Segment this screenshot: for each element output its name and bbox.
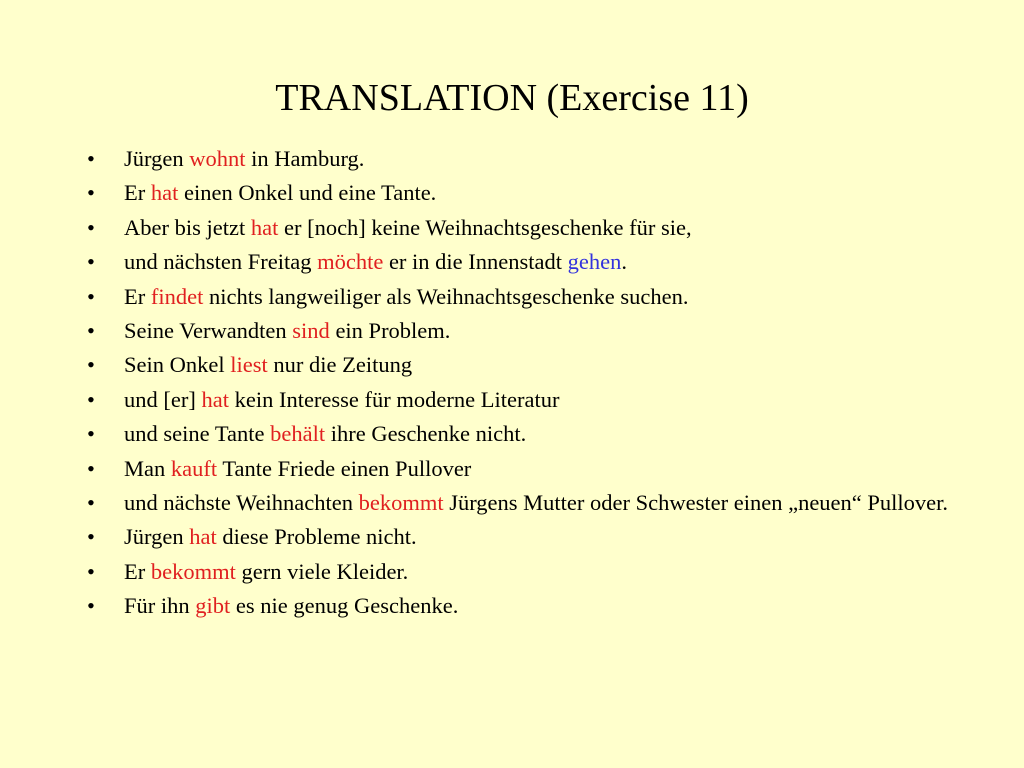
sentence-text: gern viele Kleider.: [235, 558, 409, 584]
sentence-text: und seine Tante: [124, 421, 271, 447]
sentence-text: einen Onkel und eine Tante.: [178, 180, 437, 206]
verb-highlight: liest: [230, 352, 268, 378]
verb-highlight: hat: [150, 180, 179, 206]
verb-highlight: findet: [150, 283, 204, 309]
bullet-dot-icon: •: [87, 524, 95, 550]
sentence-text: in Hamburg.: [245, 146, 365, 171]
verb-highlight: sind: [292, 317, 330, 343]
bullet-item: [84, 421, 964, 446]
bullet-dot-icon: •: [87, 180, 95, 206]
bullet-dot-icon: •: [87, 455, 95, 481]
sentence-text: Jürgens Mutter oder Schwester einen „neuen“ Pullover.: [443, 489, 949, 515]
sentence-text: Aber bis jetzt: [124, 214, 251, 240]
bullet-item: [84, 352, 964, 377]
verb-highlight: wohnt: [189, 146, 246, 171]
bullet-dot-icon: •: [87, 317, 95, 343]
bullet-dot-icon: •: [87, 386, 95, 412]
sentence-text: ein Problem.: [329, 317, 451, 343]
verb-highlight: möchte: [317, 249, 384, 275]
verb-highlight: bekommt: [150, 558, 236, 584]
sentence-text: .: [621, 249, 627, 275]
verb-highlight: kauft: [170, 455, 218, 481]
bullet-item: [84, 559, 964, 584]
sentence-text: ihre Geschenke nicht.: [325, 421, 527, 447]
sentence-text: und nächsten Freitag: [124, 249, 318, 275]
sentence-text: diese Probleme nicht.: [216, 524, 417, 550]
bullet-dot-icon: •: [87, 421, 95, 447]
bullet-dot-icon: •: [87, 283, 95, 309]
bullet-item: [84, 215, 964, 240]
sentence-text: er [noch] keine Weihnachtsgeschenke für sie,: [278, 214, 692, 240]
bullet-item: [84, 524, 964, 549]
bullet-dot-icon: •: [87, 249, 95, 275]
bullet-item: [84, 593, 964, 618]
verb-highlight: hat: [201, 386, 229, 412]
sentence-text: Sein Onkel: [124, 352, 231, 378]
sentence-text: Seine Verwandten: [124, 317, 293, 343]
bullet-dot-icon: •: [87, 352, 95, 378]
verb-highlight: behält: [270, 421, 326, 447]
bullet-item: [84, 387, 964, 412]
bullet-item: [84, 318, 964, 343]
verb-highlight: hat: [250, 214, 279, 240]
bullet-item: [84, 490, 964, 515]
bullet-dot-icon: •: [87, 214, 95, 240]
sentence-text: Tante Friede einen Pullover: [217, 455, 472, 481]
verb-highlight: hat: [189, 524, 217, 550]
bullet-dot-icon: •: [87, 146, 95, 171]
sentence-text: und [er]: [124, 386, 202, 412]
sentence-text: Für ihn: [124, 593, 196, 619]
bullet-item: [84, 146, 964, 171]
sentence-text: nur die Zeitung: [267, 352, 413, 378]
verb-highlight: gibt: [195, 593, 231, 619]
bullet-dot-icon: •: [87, 558, 95, 584]
sentence-text: er in die Innenstadt: [383, 249, 568, 275]
sentence-text: Jürgen: [124, 146, 190, 171]
sentence-text: Er: [124, 283, 151, 309]
bullet-dot-icon: •: [87, 489, 95, 515]
sentence-text: Er: [124, 180, 151, 206]
bullet-item: [84, 249, 964, 274]
bullet-dot-icon: •: [87, 593, 95, 619]
sentence-text: Jürgen: [124, 524, 190, 550]
bullet-item: [84, 180, 964, 205]
sentence-text: nichts langweiliger als Weihnachtsgeschenke suchen.: [203, 283, 689, 309]
slide-title: TRANSLATION (Exercise 11): [275, 77, 749, 119]
sentence-text: kein Interesse für moderne Literatur: [228, 386, 560, 412]
infinitive-highlight: gehen: [567, 249, 622, 275]
sentence-text: Er: [124, 558, 151, 584]
sentence-text: Man: [124, 455, 171, 481]
sentence-text: und nächste Weihnachten: [124, 489, 359, 515]
bullet-list: [84, 146, 964, 627]
sentence-text: es nie genug Geschenke.: [230, 593, 459, 619]
verb-highlight: bekommt: [358, 489, 444, 515]
bullet-item: [84, 456, 964, 481]
bullet-item: [84, 284, 964, 309]
